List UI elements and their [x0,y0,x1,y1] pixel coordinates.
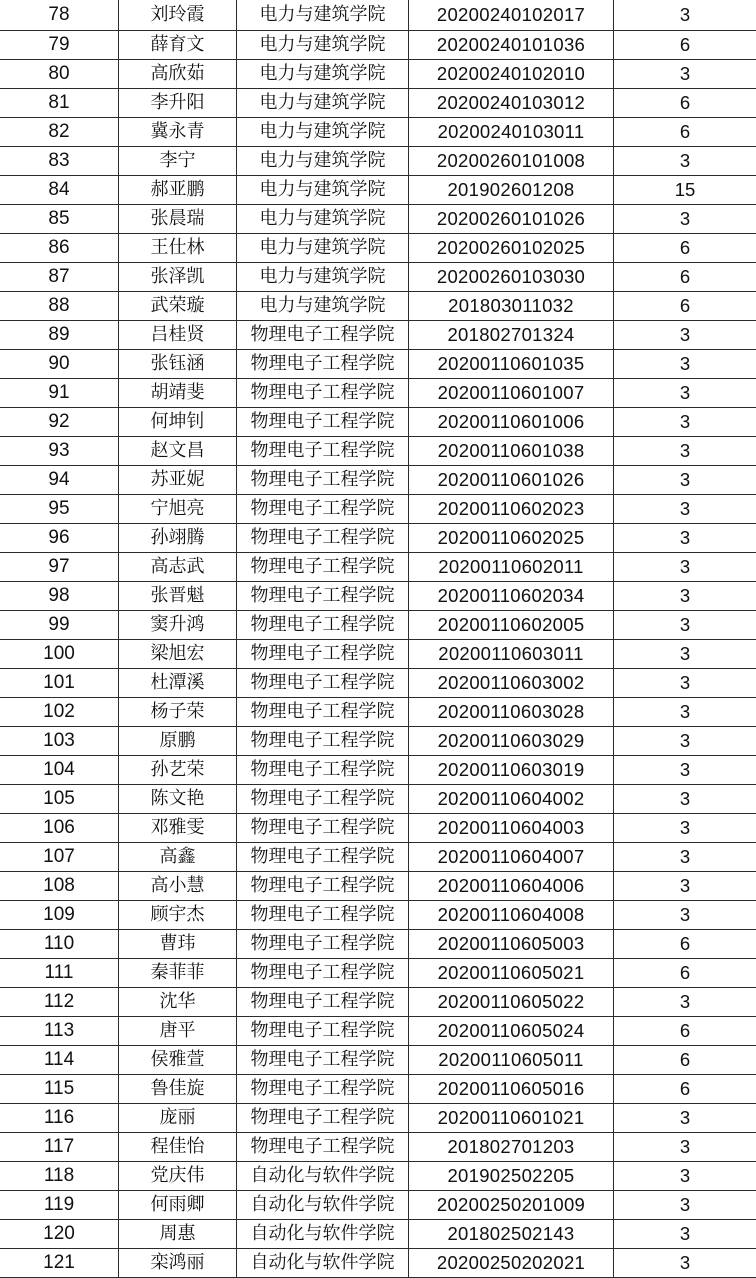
value-cell: 3 [614,321,756,350]
value-cell: 3 [614,698,756,727]
name-cell: 高欣茹 [119,60,237,89]
student-id-cell: 20200110601021 [409,1104,614,1133]
department-cell: 电力与建筑学院 [237,263,409,292]
value-cell: 3 [614,988,756,1017]
department-cell: 物理电子工程学院 [237,611,409,640]
name-cell: 曹玮 [119,930,237,959]
name-cell: 孙翊腾 [119,524,237,553]
value-cell: 6 [614,31,756,60]
student-id-cell: 201902601208 [409,176,614,205]
row-number-cell: 85 [0,205,119,234]
table-row [0,901,756,930]
student-id-cell: 20200110604003 [409,814,614,843]
value-cell: 3 [614,1133,756,1162]
name-cell: 何坤钊 [119,408,237,437]
value-cell: 3 [614,205,756,234]
table-row [0,698,756,727]
department-cell: 电力与建筑学院 [237,234,409,263]
department-cell: 物理电子工程学院 [237,582,409,611]
name-cell: 顾宇杰 [119,901,237,930]
table-row [0,466,756,495]
table-row [0,1017,756,1046]
table-row [0,843,756,872]
department-cell: 物理电子工程学院 [237,1075,409,1104]
department-cell: 物理电子工程学院 [237,843,409,872]
student-id-cell: 20200110603029 [409,727,614,756]
name-cell: 秦菲菲 [119,959,237,988]
name-cell: 沈华 [119,988,237,1017]
value-cell: 3 [614,0,756,31]
student-id-cell: 20200110604002 [409,785,614,814]
name-cell: 刘玲霞 [119,0,237,31]
student-id-cell: 20200110601038 [409,437,614,466]
value-cell: 3 [614,727,756,756]
value-cell: 3 [614,408,756,437]
department-cell: 物理电子工程学院 [237,495,409,524]
row-number-cell: 99 [0,611,119,640]
table-row [0,1133,756,1162]
name-cell: 高小慧 [119,872,237,901]
student-id-cell: 20200110603002 [409,669,614,698]
value-cell: 3 [614,379,756,408]
name-cell: 邓雅雯 [119,814,237,843]
table-row [0,292,756,321]
name-cell: 周惠 [119,1220,237,1249]
row-number-cell: 110 [0,930,119,959]
name-cell: 赵文昌 [119,437,237,466]
row-number-cell: 94 [0,466,119,495]
name-cell: 梁旭宏 [119,640,237,669]
table-row [0,1104,756,1133]
student-id-cell: 201802701203 [409,1133,614,1162]
department-cell: 电力与建筑学院 [237,118,409,147]
department-cell: 物理电子工程学院 [237,727,409,756]
department-cell: 物理电子工程学院 [237,930,409,959]
row-number-cell: 118 [0,1162,119,1191]
row-number-cell: 97 [0,553,119,582]
department-cell: 电力与建筑学院 [237,89,409,118]
value-cell: 3 [614,495,756,524]
value-cell: 3 [614,611,756,640]
row-number-cell: 111 [0,959,119,988]
value-cell: 6 [614,118,756,147]
department-cell: 自动化与软件学院 [237,1162,409,1191]
name-cell: 鲁佳旋 [119,1075,237,1104]
name-cell: 高鑫 [119,843,237,872]
table-row [0,263,756,292]
name-cell: 冀永青 [119,118,237,147]
name-cell: 杨子荣 [119,698,237,727]
row-number-cell: 114 [0,1046,119,1075]
table-row [0,640,756,669]
row-number-cell: 104 [0,756,119,785]
student-id-cell: 20200240103011 [409,118,614,147]
table-row [0,176,756,205]
department-cell: 电力与建筑学院 [237,60,409,89]
name-cell: 张晨瑞 [119,205,237,234]
department-cell: 物理电子工程学院 [237,437,409,466]
table-row [0,31,756,60]
row-number-cell: 88 [0,292,119,321]
table-row [0,234,756,263]
table-row [0,1075,756,1104]
name-cell: 程佳怡 [119,1133,237,1162]
name-cell: 张晋魁 [119,582,237,611]
value-cell: 3 [614,1249,756,1278]
row-number-cell: 101 [0,669,119,698]
student-id-cell: 20200110602025 [409,524,614,553]
department-cell: 自动化与软件学院 [237,1191,409,1220]
row-number-cell: 87 [0,263,119,292]
department-cell: 物理电子工程学院 [237,814,409,843]
department-cell: 物理电子工程学院 [237,350,409,379]
department-cell: 自动化与软件学院 [237,1249,409,1278]
name-cell: 栾鸿丽 [119,1249,237,1278]
name-cell: 张钰涵 [119,350,237,379]
row-number-cell: 83 [0,147,119,176]
row-number-cell: 115 [0,1075,119,1104]
name-cell: 唐平 [119,1017,237,1046]
student-id-cell: 20200110605022 [409,988,614,1017]
row-number-cell: 112 [0,988,119,1017]
student-id-cell: 20200110603028 [409,698,614,727]
student-id-cell: 20200240102010 [409,60,614,89]
table-row [0,611,756,640]
table-row [0,988,756,1017]
table-row [0,756,756,785]
table-row [0,495,756,524]
row-number-cell: 79 [0,31,119,60]
name-cell: 王仕林 [119,234,237,263]
table-row [0,60,756,89]
row-number-cell: 103 [0,727,119,756]
student-id-cell: 20200110605024 [409,1017,614,1046]
department-cell: 物理电子工程学院 [237,901,409,930]
department-cell: 物理电子工程学院 [237,872,409,901]
department-cell: 物理电子工程学院 [237,785,409,814]
department-cell: 物理电子工程学院 [237,1133,409,1162]
row-number-cell: 86 [0,234,119,263]
row-number-cell: 108 [0,872,119,901]
row-number-cell: 89 [0,321,119,350]
department-cell: 电力与建筑学院 [237,176,409,205]
name-cell: 孙艺荣 [119,756,237,785]
table-row [0,118,756,147]
student-id-cell: 20200110605011 [409,1046,614,1075]
student-id-cell: 20200260101008 [409,147,614,176]
value-cell: 3 [614,872,756,901]
name-cell: 武荣璇 [119,292,237,321]
row-number-cell: 106 [0,814,119,843]
value-cell: 3 [614,1162,756,1191]
department-cell: 电力与建筑学院 [237,147,409,176]
row-number-cell: 113 [0,1017,119,1046]
name-cell: 杜潭溪 [119,669,237,698]
table-row [0,205,756,234]
student-id-cell: 20200110604006 [409,872,614,901]
value-cell: 6 [614,1046,756,1075]
row-number-cell: 84 [0,176,119,205]
value-cell: 3 [614,756,756,785]
department-cell: 物理电子工程学院 [237,379,409,408]
student-id-cell: 20200250201009 [409,1191,614,1220]
student-id-cell: 201802502143 [409,1220,614,1249]
table-row [0,930,756,959]
department-cell: 物理电子工程学院 [237,1104,409,1133]
table-row [0,582,756,611]
value-cell: 6 [614,959,756,988]
department-cell: 物理电子工程学院 [237,408,409,437]
row-number-cell: 82 [0,118,119,147]
student-id-cell: 20200110601007 [409,379,614,408]
student-id-cell: 20200240101036 [409,31,614,60]
student-id-cell: 20200260101026 [409,205,614,234]
student-id-cell: 20200250202021 [409,1249,614,1278]
value-cell: 6 [614,89,756,118]
department-cell: 物理电子工程学院 [237,756,409,785]
student-id-cell: 20200110602023 [409,495,614,524]
name-cell: 原鹏 [119,727,237,756]
value-cell: 3 [614,1104,756,1133]
name-cell: 何雨卿 [119,1191,237,1220]
student-id-cell: 20200240103012 [409,89,614,118]
value-cell: 3 [614,785,756,814]
row-number-cell: 95 [0,495,119,524]
value-cell: 3 [614,1220,756,1249]
table-row [0,669,756,698]
name-cell: 张泽凯 [119,263,237,292]
department-cell: 自动化与软件学院 [237,1220,409,1249]
table-row [0,524,756,553]
value-cell: 6 [614,263,756,292]
row-number-cell: 96 [0,524,119,553]
value-cell: 3 [614,466,756,495]
row-number-cell: 109 [0,901,119,930]
name-cell: 胡靖斐 [119,379,237,408]
row-number-cell: 78 [0,0,119,31]
department-cell: 电力与建筑学院 [237,31,409,60]
name-cell: 庞丽 [119,1104,237,1133]
row-number-cell: 80 [0,60,119,89]
table-row [0,321,756,350]
student-id-cell: 20200260103030 [409,263,614,292]
name-cell: 宁旭亮 [119,495,237,524]
row-number-cell: 92 [0,408,119,437]
name-cell: 薛育文 [119,31,237,60]
table-row [0,350,756,379]
table-row [0,872,756,901]
row-number-cell: 105 [0,785,119,814]
name-cell: 党庆伟 [119,1162,237,1191]
name-cell: 李升阳 [119,89,237,118]
row-number-cell: 93 [0,437,119,466]
table-row [0,1249,756,1278]
value-cell: 3 [614,814,756,843]
table-row [0,1220,756,1249]
table-row [0,147,756,176]
student-id-cell: 20200110603011 [409,640,614,669]
student-id-cell: 20200110601035 [409,350,614,379]
value-cell: 15 [614,176,756,205]
department-cell: 物理电子工程学院 [237,1046,409,1075]
student-id-cell: 201902502205 [409,1162,614,1191]
student-id-cell: 201802701324 [409,321,614,350]
student-id-cell: 20200110602034 [409,582,614,611]
student-id-cell: 20200110604007 [409,843,614,872]
value-cell: 3 [614,1191,756,1220]
department-cell: 物理电子工程学院 [237,669,409,698]
name-cell: 吕桂贤 [119,321,237,350]
department-cell: 物理电子工程学院 [237,988,409,1017]
value-cell: 3 [614,437,756,466]
department-cell: 电力与建筑学院 [237,292,409,321]
name-cell: 苏亚妮 [119,466,237,495]
student-id-cell: 20200110605003 [409,930,614,959]
department-cell: 物理电子工程学院 [237,553,409,582]
student-id-cell: 20200110604008 [409,901,614,930]
table-row [0,408,756,437]
table-row [0,814,756,843]
table-row [0,379,756,408]
student-id-cell: 20200110602011 [409,553,614,582]
value-cell: 6 [614,234,756,263]
name-cell: 郝亚鹏 [119,176,237,205]
value-cell: 3 [614,669,756,698]
row-number-cell: 91 [0,379,119,408]
student-id-cell: 20200110605021 [409,959,614,988]
table-row [0,1191,756,1220]
value-cell: 6 [614,1075,756,1104]
value-cell: 6 [614,292,756,321]
table-row [0,1162,756,1191]
value-cell: 3 [614,524,756,553]
row-number-cell: 81 [0,89,119,118]
table-row [0,553,756,582]
table-row [0,89,756,118]
row-number-cell: 116 [0,1104,119,1133]
department-cell: 物理电子工程学院 [237,959,409,988]
row-number-cell: 107 [0,843,119,872]
department-cell: 电力与建筑学院 [237,205,409,234]
value-cell: 3 [614,553,756,582]
name-cell: 窦升鸿 [119,611,237,640]
name-cell: 高志武 [119,553,237,582]
value-cell: 3 [614,147,756,176]
row-number-cell: 120 [0,1220,119,1249]
value-cell: 3 [614,60,756,89]
department-cell: 物理电子工程学院 [237,698,409,727]
student-id-cell: 20200110601006 [409,408,614,437]
student-id-cell: 201803011032 [409,292,614,321]
table-row [0,1046,756,1075]
student-id-cell: 20200110602005 [409,611,614,640]
department-cell: 物理电子工程学院 [237,466,409,495]
row-number-cell: 100 [0,640,119,669]
name-cell: 陈文艳 [119,785,237,814]
table-row [0,727,756,756]
value-cell: 6 [614,930,756,959]
table-row [0,0,756,31]
department-cell: 物理电子工程学院 [237,524,409,553]
value-cell: 3 [614,843,756,872]
department-cell: 物理电子工程学院 [237,321,409,350]
department-cell: 物理电子工程学院 [237,1017,409,1046]
department-cell: 物理电子工程学院 [237,640,409,669]
row-number-cell: 102 [0,698,119,727]
value-cell: 3 [614,350,756,379]
student-id-cell: 20200110605016 [409,1075,614,1104]
name-cell: 侯雅萱 [119,1046,237,1075]
value-cell: 3 [614,582,756,611]
value-cell: 3 [614,640,756,669]
row-number-cell: 121 [0,1249,119,1278]
student-id-cell: 20200110601026 [409,466,614,495]
student-id-cell: 20200110603019 [409,756,614,785]
table-row [0,959,756,988]
value-cell: 3 [614,901,756,930]
table-row [0,785,756,814]
department-cell: 电力与建筑学院 [237,0,409,31]
student-id-cell: 20200260102025 [409,234,614,263]
row-number-cell: 90 [0,350,119,379]
row-number-cell: 117 [0,1133,119,1162]
name-cell: 李宁 [119,147,237,176]
row-number-cell: 119 [0,1191,119,1220]
value-cell: 6 [614,1017,756,1046]
student-id-cell: 20200240102017 [409,0,614,31]
table-row [0,437,756,466]
row-number-cell: 98 [0,582,119,611]
